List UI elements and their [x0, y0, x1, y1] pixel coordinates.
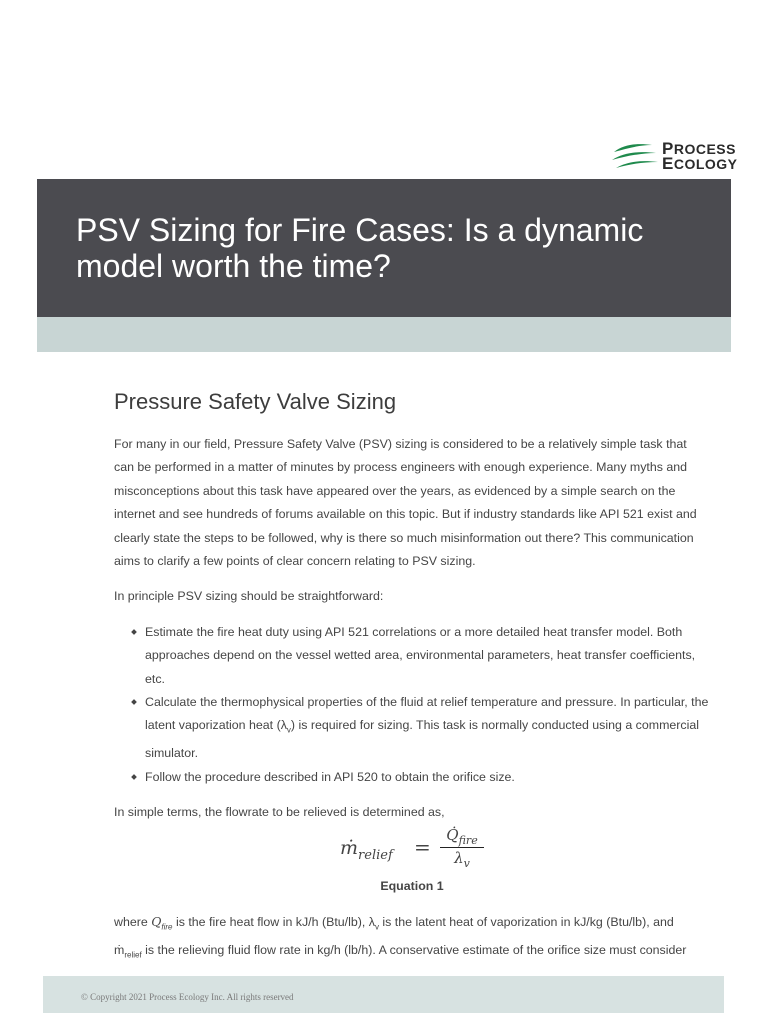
main-content	[114, 385, 710, 837]
list-item: Calculate the thermophysical properties of the fluid at relief temperature and pressure. In particular, the latent vaporization heat $(\lambda_v)$ is required for sizing. This task is normally conducted using a commercial simulator.	[114, 691, 710, 766]
principle-paragraph: In principle PSV sizing should be straightforward:	[114, 589, 384, 604]
leaf-swoosh-icon	[612, 142, 658, 172]
logo-line-process: PROCESS	[662, 139, 736, 158]
equation-1	[340, 826, 490, 870]
bullet-icon	[131, 774, 137, 780]
page-footer	[43, 976, 724, 1013]
list-item: Estimate the fire heat duty using API 521 correlations or a more detailed heat transfer model. Both approaches depend on the vessel wetted area, environmental parameters, heat transfer coefficients, etc.	[114, 621, 710, 691]
title-banner	[37, 179, 731, 317]
fraction-bar	[440, 847, 484, 848]
equation-lhs: ṁ$_{relief}$	[340, 837, 393, 863]
equation-denominator: $\lambda_v$	[454, 849, 470, 870]
after-equation-text	[114, 910, 710, 967]
bullet-icon	[131, 699, 137, 705]
copyright-text: © Copyright 2021 Process Ecology Inc. All rights reserved	[81, 992, 294, 1002]
simple-terms-paragraph: In simple terms, the flowrate to be relieved is determined as,	[114, 805, 445, 820]
definitions-paragraph: where $Q_{fire}$ is the fire heat flow in kJ/h (Btu/lb), $\lambda_v$ is the latent heat of vaporization in kJ/kg (Btu/lb), and ṁ$_{relief}$ is the relieving fluid flow rate in kg/h (lb/h). A conservative estimate of the orifice size must consider	[114, 914, 687, 960]
steps-list	[114, 621, 710, 789]
equation-equals: =	[414, 835, 431, 859]
section-heading: Pressure Safety Valve Sizing	[114, 389, 397, 414]
bullet-icon	[131, 629, 137, 635]
logo-line-ecology: ECOLOGY	[662, 154, 738, 173]
intro-paragraph: For many in our field, Pressure Safety Valve (PSV) sizing is considered to be a relatively simple task that can be performed in a matter of minutes by process engineers with enough experience. Many myths and misconceptions about this task have appeared over the years, as evidenced by a simple search on the internet and see hundreds of forums available on this topic. But if industry standards like API 521 exist and clearly state the steps to be followed, why is there so much misinformation out there? This communication aims to clarify a few points of clear concern relating to PSV sizing.	[114, 437, 697, 569]
title-subband	[37, 317, 731, 352]
document-title: PSV Sizing for Fire Cases: Is a dynamic model worth the time?	[76, 212, 644, 284]
equation-numerator: $Q̇_{fire}$	[446, 826, 478, 847]
process-ecology-logo	[612, 139, 738, 175]
equation-caption: Equation 1	[380, 879, 444, 893]
list-item: Follow the procedure described in API 520 to obtain the orifice size.	[114, 766, 710, 789]
